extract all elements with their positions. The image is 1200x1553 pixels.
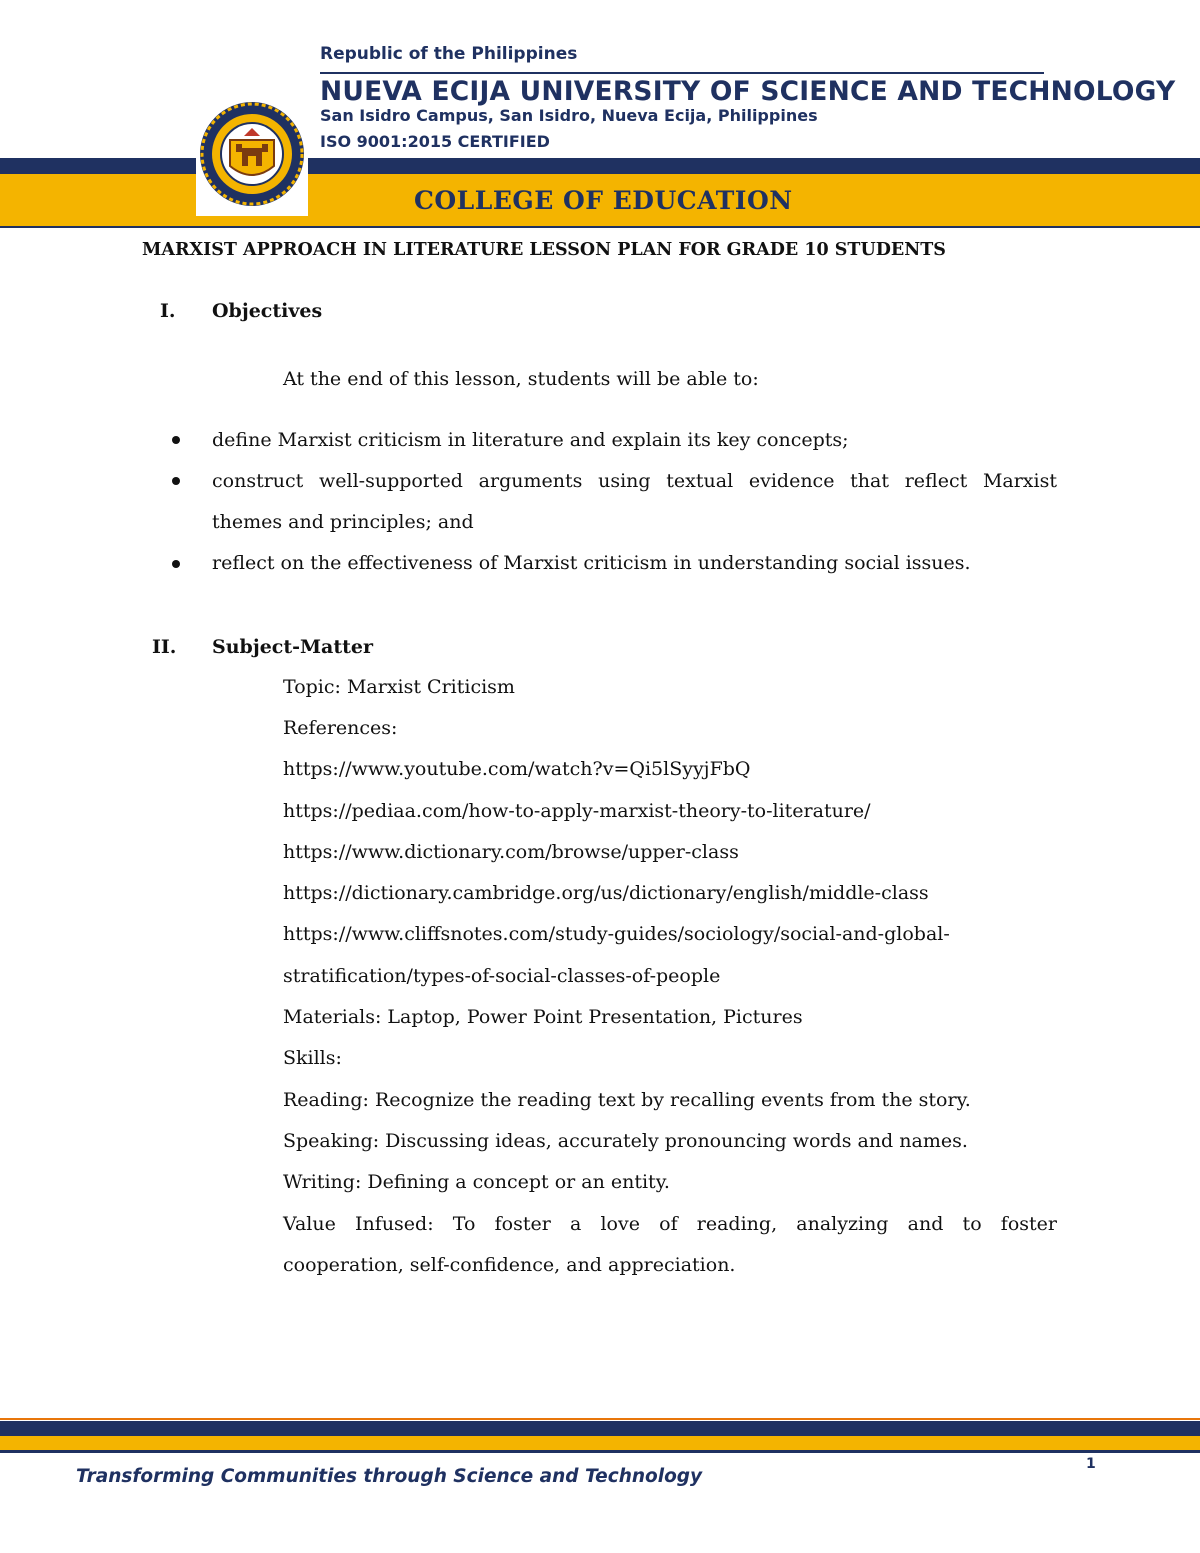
- objective-item: construct well-supported arguments using textual evidence that reflect Marxist: [212, 470, 1057, 492]
- objectives-intro: At the end of this lesson, students will be able to:: [283, 368, 759, 390]
- section-number-objectives: I.: [160, 300, 176, 322]
- reference-url-continued: stratification/types-of-social-classes-of-people: [283, 965, 721, 987]
- footer-band-navy: [0, 1421, 1200, 1436]
- reference-url: https://www.cliffsnotes.com/study-guides/sociology/social-and-global-: [283, 923, 950, 945]
- materials-line: Materials: Laptop, Power Point Presentation, Pictures: [283, 1006, 803, 1028]
- objective-item-continued: themes and principles; and: [212, 511, 474, 533]
- header-rule: [320, 72, 1044, 74]
- bullet-icon: [172, 560, 180, 568]
- college-name: COLLEGE OF EDUCATION: [414, 186, 793, 215]
- skill-speaking: Speaking: Discussing ideas, accurately pronouncing words and names.: [283, 1130, 968, 1152]
- skill-writing: Writing: Defining a concept or an entity.: [283, 1171, 670, 1193]
- objective-item: reflect on the effectiveness of Marxist criticism in understanding social issues.: [212, 552, 971, 574]
- republic-text: Republic of the Philippines: [320, 44, 578, 64]
- bullet-icon: [172, 436, 180, 444]
- header-band-line: [0, 226, 1200, 228]
- section-heading-subject-matter: Subject-Matter: [212, 636, 374, 658]
- section-number-subject-matter: II.: [152, 636, 177, 658]
- reference-url: https://pediaa.com/how-to-apply-marxist-theory-to-literature/: [283, 800, 871, 822]
- topic-line: Topic: Marxist Criticism: [283, 676, 515, 698]
- campus-address: San Isidro Campus, San Isidro, Nueva Ecija, Philippines: [320, 106, 818, 125]
- skills-label: Skills:: [283, 1047, 342, 1069]
- footer-line-orange: [0, 1418, 1200, 1420]
- iso-certification: ISO 9001:2015 CERTIFIED: [320, 132, 550, 151]
- header-band-navy: [0, 158, 1200, 174]
- reference-url: https://www.dictionary.com/browse/upper-class: [283, 841, 739, 863]
- objective-item: define Marxist criticism in literature and explain its key concepts;: [212, 429, 849, 451]
- section-heading-objectives: Objectives: [212, 300, 323, 322]
- value-infused-continued: cooperation, self-confidence, and appreciation.: [283, 1254, 736, 1276]
- footer-band-line: [0, 1450, 1200, 1453]
- footer-band-gold: [0, 1436, 1200, 1450]
- reference-url: https://www.youtube.com/watch?v=Qi5lSyyjFbQ: [283, 758, 751, 780]
- document-title: MARXIST APPROACH IN LITERATURE LESSON PLAN FOR GRADE 10 STUDENTS: [142, 240, 946, 260]
- university-name: NUEVA ECIJA UNIVERSITY OF SCIENCE AND TECHNOLOGY: [320, 76, 1176, 107]
- reference-url: https://dictionary.cambridge.org/us/dictionary/english/middle-class: [283, 882, 929, 904]
- skill-reading: Reading: Recognize the reading text by recalling events from the story.: [283, 1089, 971, 1111]
- university-seal-icon: [196, 96, 308, 216]
- page-number: 1: [1086, 1456, 1096, 1472]
- value-infused-line: Value Infused: To foster a love of reading, analyzing and to foster: [283, 1213, 1057, 1235]
- bullet-icon: [172, 477, 180, 485]
- footer-motto: Transforming Communities through Science and Technology: [76, 1466, 703, 1487]
- references-label: References:: [283, 717, 398, 739]
